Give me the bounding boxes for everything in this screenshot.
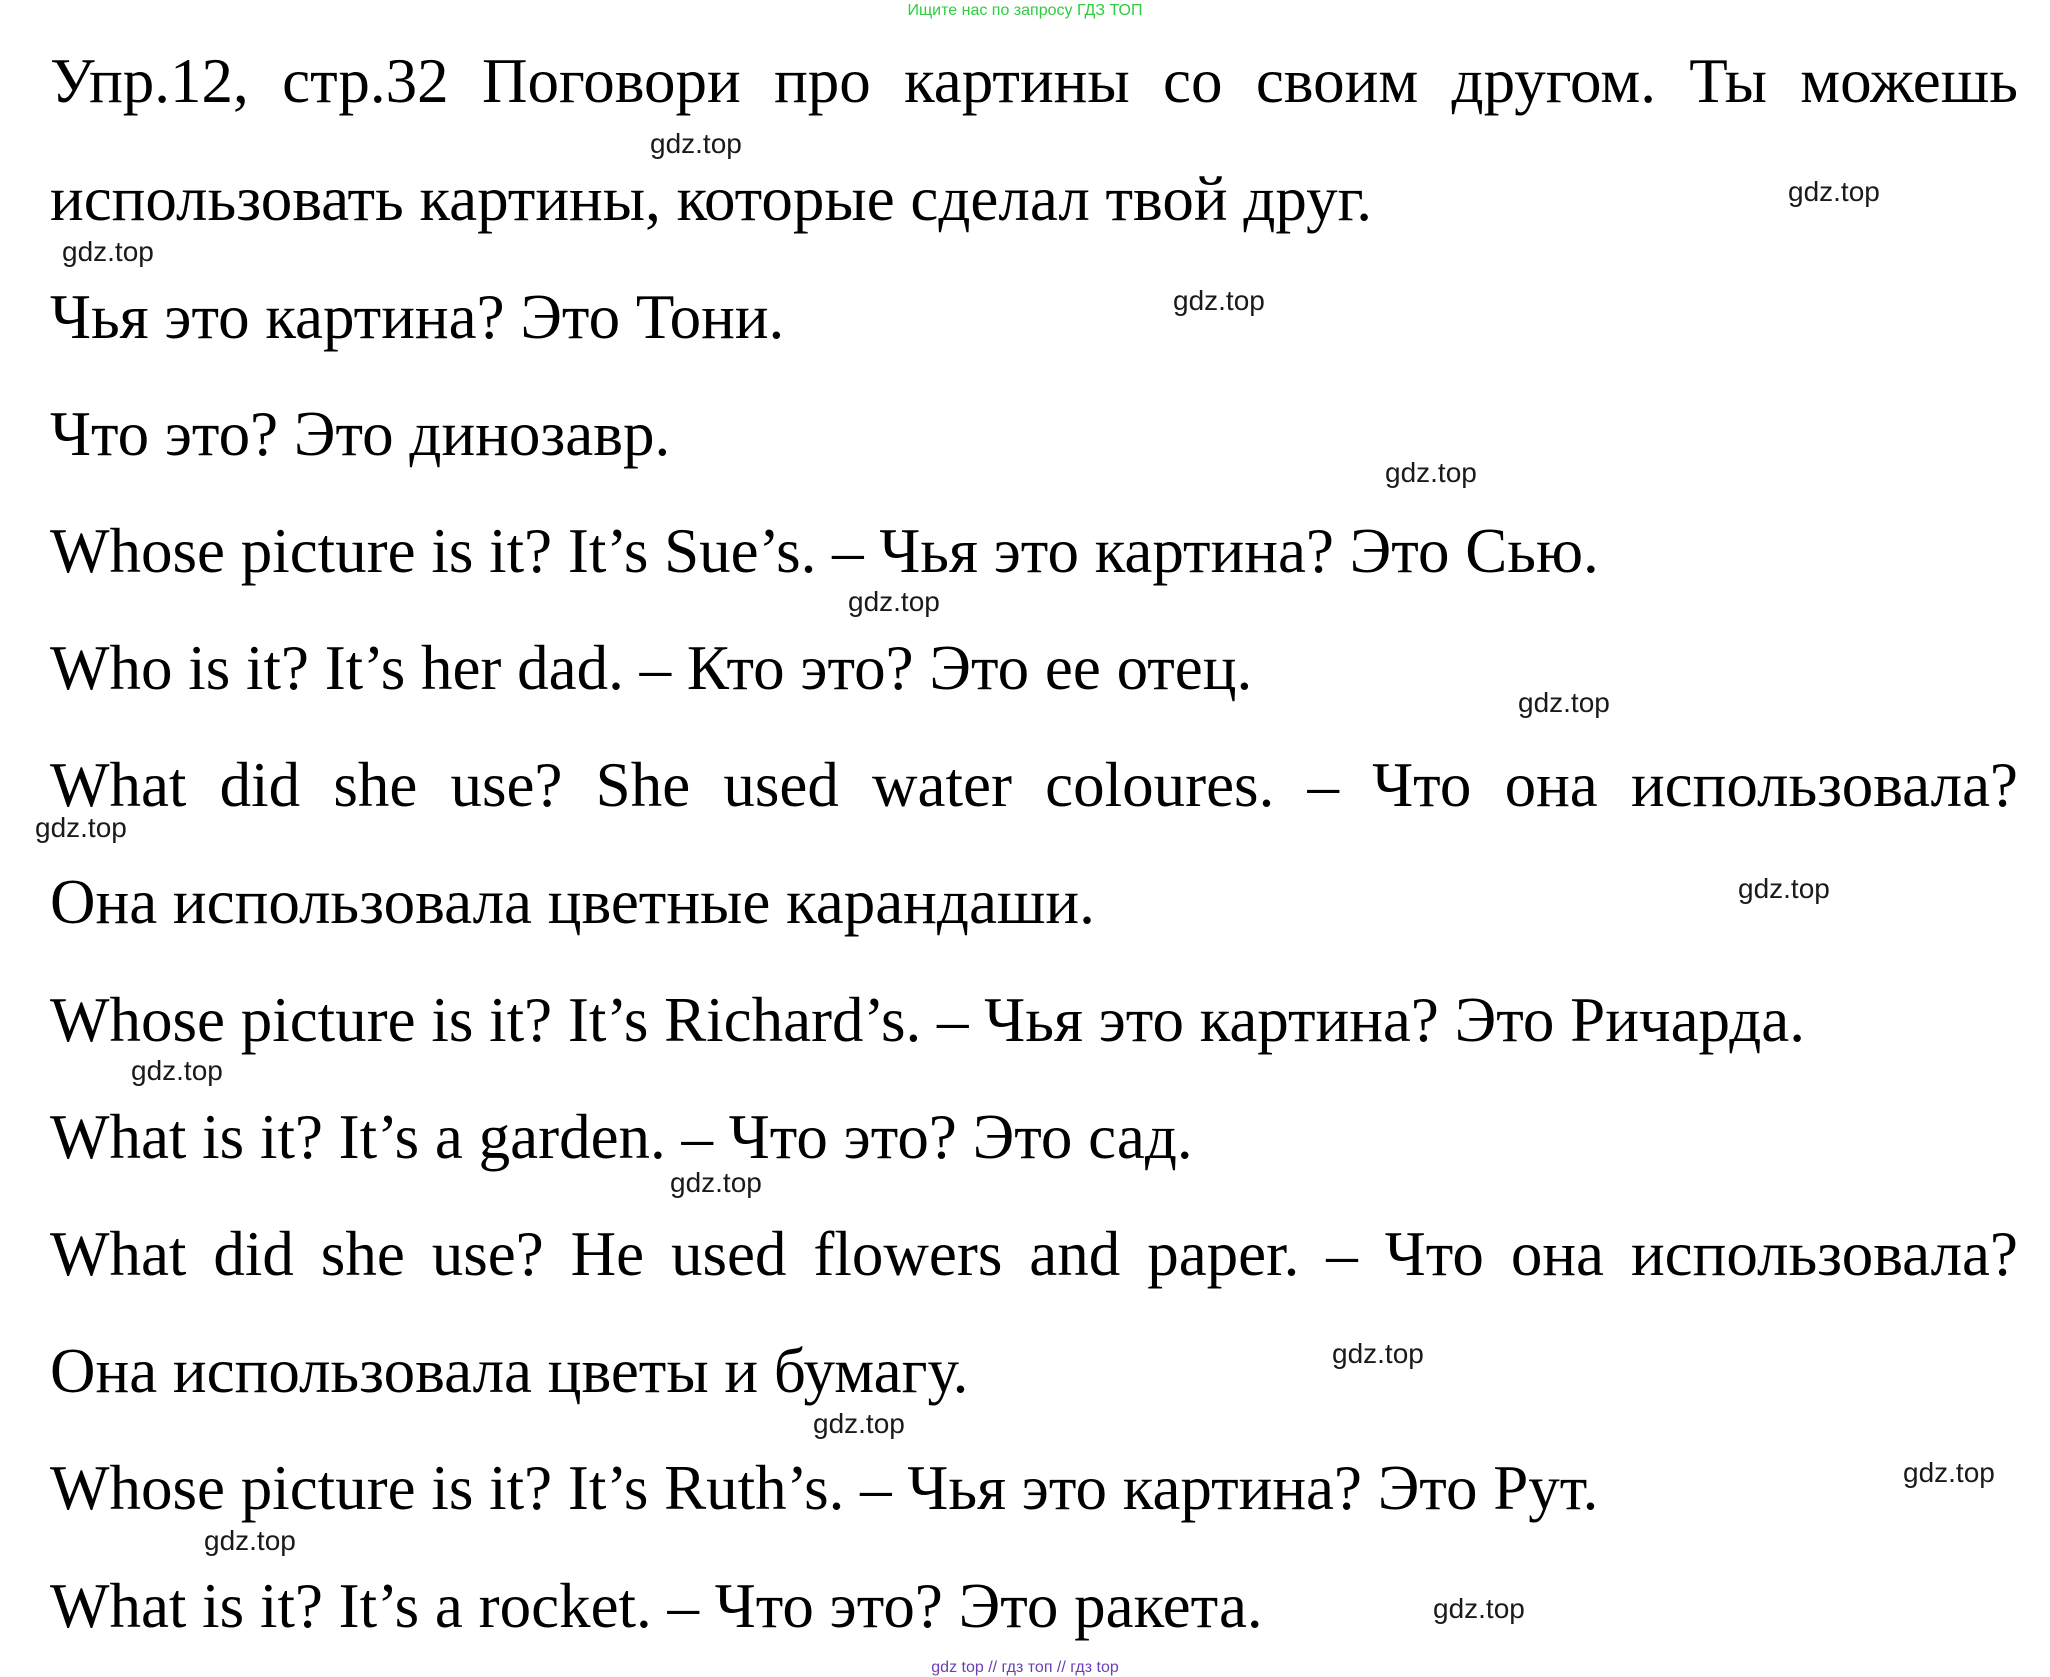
text-line: Who is it? It’s her dad. – Кто это? Это ее отец. <box>50 633 1253 703</box>
watermark: gdz.top <box>204 1525 296 1556</box>
watermark: gdz.top <box>1332 1338 1424 1369</box>
text-line: Упр.12, стр.32 Поговори про картины со своим другом. Ты можешь <box>50 46 2018 116</box>
text-line: использовать картины, которые сделал твой друг. <box>50 164 1373 234</box>
watermark: gdz.top <box>62 236 154 267</box>
watermark: gdz.top <box>35 812 127 843</box>
watermark: gdz.top <box>813 1408 905 1439</box>
watermark: gdz.top <box>131 1055 223 1086</box>
watermark: gdz.top <box>650 128 742 159</box>
watermark: gdz.top <box>1738 873 1830 904</box>
text-line: What did she use? She used water coloures. – Что она использовала? <box>50 750 2018 820</box>
watermark: gdz.top <box>1518 687 1610 718</box>
watermark: gdz.top <box>1173 285 1265 316</box>
text-line: What is it? It’s a rocket. – Что это? Это ракета. <box>50 1571 1263 1641</box>
watermark: gdz.top <box>1903 1457 1995 1488</box>
watermark: gdz.top <box>1788 176 1880 207</box>
text-line: Что это? Это динозавр. <box>50 399 671 469</box>
text-line: Она использовала цветы и бумагу. <box>50 1336 969 1406</box>
text-line: Whose picture is it? It’s Sue’s. – Чья это картина? Это Сью. <box>50 516 1599 586</box>
watermark: gdz.top <box>1433 1593 1525 1624</box>
text-line: Она использовала цветные карандаши. <box>50 867 1095 937</box>
text-line: What is it? It’s a garden. – Что это? Это сад. <box>50 1102 1193 1172</box>
text-line: Whose picture is it? It’s Ruth’s. – Чья это картина? Это Рут. <box>50 1453 1599 1523</box>
watermark: gdz.top <box>848 586 940 617</box>
text-line: Whose picture is it? It’s Richard’s. – Чья это картина? Это Ричарда. <box>50 985 1805 1055</box>
text-line: What did she use? He used flowers and paper. – Что она использовала? <box>50 1219 2018 1289</box>
search-hint-link[interactable]: Ищите нас по запросу ГДЗ ТОП <box>907 2 1143 19</box>
watermark: gdz.top <box>670 1167 762 1198</box>
watermark: gdz.top <box>1385 457 1477 488</box>
footer-links[interactable]: gdz top // гдз топ // гдз top <box>931 1659 1119 1676</box>
text-line: Чья это картина? Это Тони. <box>50 282 785 352</box>
